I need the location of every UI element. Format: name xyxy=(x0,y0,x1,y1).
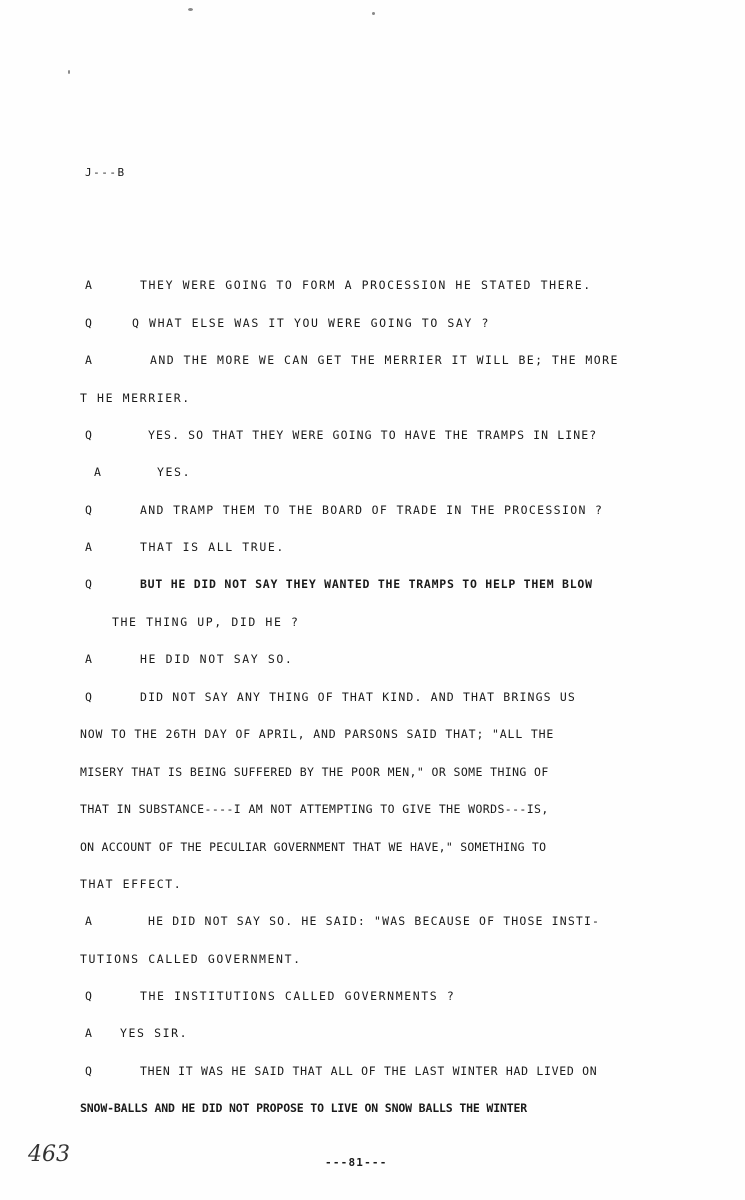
transcript-line: Q WHAT ELSE WAS IT YOU WERE GOING TO SAY ? xyxy=(132,316,490,330)
speaker-label: A xyxy=(85,914,92,928)
speaker-label: A xyxy=(85,278,92,292)
speaker-label: A xyxy=(94,465,101,479)
speaker-label: Q xyxy=(85,1064,92,1078)
transcript-line: THE INSTITUTIONS CALLED GOVERNMENTS ? xyxy=(140,989,456,1003)
transcript-line: YES. xyxy=(157,465,192,479)
speaker-label: A xyxy=(85,540,92,554)
speaker-label: Q xyxy=(85,503,92,517)
transcript-line: AND TRAMP THEM TO THE BOARD OF TRADE IN THE PROCESSION ? xyxy=(140,503,604,517)
transcript-line: BUT HE DID NOT SAY THEY WANTED THE TRAMPS TO HELP THEM BLOW xyxy=(140,577,593,591)
scan-speck xyxy=(372,12,375,15)
transcript-line: HE DID NOT SAY SO. xyxy=(140,652,294,666)
scan-speck xyxy=(68,70,70,74)
transcript-line: YES SIR. xyxy=(120,1026,189,1040)
transcript-line: AND THE MORE WE CAN GET THE MERRIER IT WILL BE; THE MORE xyxy=(150,353,619,367)
speaker-label: Q xyxy=(85,316,92,330)
speaker-label: A xyxy=(85,1026,92,1040)
transcript-line: SNOW-BALLS AND HE DID NOT PROPOSE TO LIVE ON SNOW BALLS THE WINTER xyxy=(80,1101,528,1115)
document-header: J---B xyxy=(85,166,126,179)
speaker-label: Q xyxy=(85,690,92,704)
speaker-label: A xyxy=(85,652,92,666)
transcript-line: ON ACCOUNT OF THE PECULIAR GOVERNMENT THAT WE HAVE," SOMETHING TO xyxy=(80,840,547,854)
transcript-line: TUTIONS CALLED GOVERNMENT. xyxy=(80,952,302,966)
speaker-label: Q xyxy=(85,428,92,442)
transcript-line: T HE MERRIER. xyxy=(80,391,191,405)
speaker-label: Q xyxy=(85,577,92,591)
handwritten-page-number: 463 xyxy=(28,1142,70,1167)
transcript-line: DID NOT SAY ANY THING OF THAT KIND. AND THAT BRINGS US xyxy=(140,690,576,704)
transcript-line: THAT IN SUBSTANCE----I AM NOT ATTEMPTING TO GIVE THE WORDS---IS, xyxy=(80,802,549,816)
transcript-line: THEY WERE GOING TO FORM A PROCESSION HE STATED THERE. xyxy=(140,278,592,292)
transcript-line: THAT IS ALL TRUE. xyxy=(140,540,285,554)
transcript-line: NOW TO THE 26TH DAY OF APRIL, AND PARSONS SAID THAT; "ALL THE xyxy=(80,727,555,741)
page-number: ---81--- xyxy=(325,1156,388,1169)
transcript-line: HE DID NOT SAY SO. HE SAID: "WAS BECAUSE OF THOSE INSTI- xyxy=(148,914,601,928)
transcript-line: THAT EFFECT. xyxy=(80,877,183,891)
transcript-line: THEN IT WAS HE SAID THAT ALL OF THE LAST WINTER HAD LIVED ON xyxy=(140,1064,598,1078)
speaker-label: Q xyxy=(85,989,92,1003)
transcript-line: THE THING UP, DID HE ? xyxy=(112,615,300,629)
transcript-line: YES. SO THAT THEY WERE GOING TO HAVE THE TRAMPS IN LINE? xyxy=(148,428,598,442)
transcript-line: MISERY THAT IS BEING SUFFERED BY THE POOR MEN," OR SOME THING OF xyxy=(80,765,549,779)
speaker-label: A xyxy=(85,353,92,367)
scan-speck xyxy=(188,8,193,11)
